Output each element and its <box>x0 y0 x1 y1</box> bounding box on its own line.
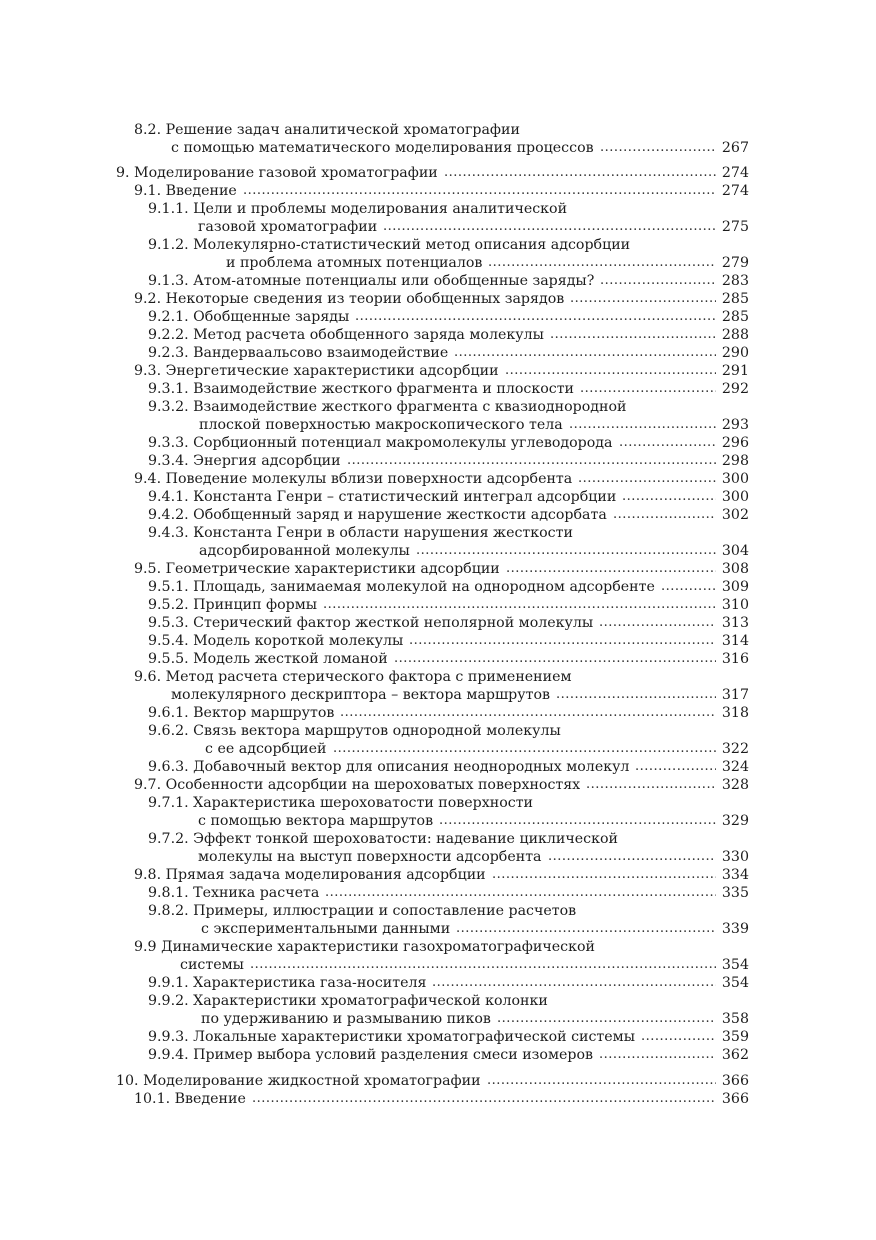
dot-leader <box>383 218 716 236</box>
toc-entry <box>0 560 876 578</box>
toc-entry <box>0 290 876 308</box>
toc-page-number: 329 <box>721 813 749 829</box>
toc-entry-title: по удерживанию и размыванию пиков <box>201 1011 491 1027</box>
toc-entry-title: 9.1. Введение <box>134 183 237 199</box>
toc-entry <box>0 121 876 139</box>
toc-entry-continuation <box>0 1010 876 1028</box>
dot-leader <box>550 326 716 344</box>
toc-page-number: 293 <box>721 417 749 433</box>
dot-leader <box>586 776 716 794</box>
dot-leader <box>600 139 716 157</box>
toc-page-number: 358 <box>721 1011 749 1027</box>
dot-leader <box>355 308 716 326</box>
toc-entry-title: 9.5.4. Модель короткой молекулы <box>148 633 404 649</box>
toc-entry <box>0 830 876 848</box>
toc-page-number: 300 <box>721 471 749 487</box>
toc-entry <box>0 326 876 344</box>
dot-leader <box>505 362 716 380</box>
toc-entry-continuation <box>0 416 876 434</box>
toc-page-number: 304 <box>721 543 749 559</box>
toc-entry <box>0 308 876 326</box>
toc-page-number: 274 <box>721 183 749 199</box>
toc-entry-title: 9.9.1. Характеристика газа-носителя <box>148 975 427 991</box>
toc-entry <box>0 182 876 200</box>
dot-leader <box>456 920 716 938</box>
toc-page-number: 354 <box>721 975 749 991</box>
toc-page-number: 328 <box>721 777 749 793</box>
toc-entry-title: 9.2.1. Обобщенные заряды <box>148 309 350 325</box>
toc-entry <box>0 200 876 218</box>
dot-leader <box>432 974 716 992</box>
toc-entry <box>0 164 876 182</box>
toc-entry <box>0 524 876 542</box>
toc-page-number: 322 <box>721 741 749 757</box>
toc-page-number: 274 <box>721 165 749 181</box>
toc-page-number: 318 <box>721 705 749 721</box>
toc-entry-title: 9.2.3. Вандерваальсово взаимодействие <box>148 345 449 361</box>
toc-entry-title: 9.5.1. Площадь, занимаемая молекулой на однородном адсорбенте <box>148 579 655 595</box>
toc-entry-continuation <box>0 740 876 758</box>
toc-entry <box>0 470 876 488</box>
toc-page-number: 354 <box>721 957 749 973</box>
toc-entry-title: 9.3.4. Энергия адсорбции <box>148 453 341 469</box>
toc-page-number: 335 <box>721 885 749 901</box>
toc-entry-title: плоской поверхностью макроскопического тела <box>199 417 563 433</box>
toc-entry-title: 9.4. Поведение молекулы вблизи поверхности адсорбента <box>134 471 573 487</box>
dot-leader <box>548 848 716 866</box>
toc-entry <box>0 650 876 668</box>
toc-entry <box>0 884 876 902</box>
toc-entry-title: 9.4.3. Константа Генри в области нарушения жесткости <box>148 525 573 541</box>
toc-entry <box>0 992 876 1010</box>
toc-entry <box>0 272 876 290</box>
toc-entry-title: 9.6.3. Добавочный вектор для описания неоднородных молекул <box>148 759 630 775</box>
toc-page-number: 302 <box>721 507 749 523</box>
toc-page-number: 285 <box>721 309 749 325</box>
toc-page-number: 314 <box>721 633 749 649</box>
toc-entry-title: 9.2. Некоторые сведения из теории обобщенных зарядов <box>134 291 565 307</box>
toc-entry-title: 9.8.2. Примеры, иллюстрации и сопоставление расчетов <box>148 903 577 919</box>
dot-leader <box>599 614 716 632</box>
toc-entry <box>0 434 876 452</box>
toc-entry <box>0 794 876 812</box>
toc-page-number: 298 <box>721 453 749 469</box>
toc-entry-title: 9.6.2. Связь вектора маршрутов однородной молекулы <box>148 723 561 739</box>
dot-leader <box>444 164 716 182</box>
toc-page-number: 292 <box>721 381 749 397</box>
toc-entry-title: 9.2.2. Метод расчета обобщенного заряда молекулы <box>148 327 544 343</box>
toc-page-number: 330 <box>721 849 749 865</box>
dot-leader <box>333 740 716 758</box>
toc-entry-title: 9.7. Особенности адсорбции на шероховатых поверхностях <box>134 777 581 793</box>
toc-entry-title: 9.8. Прямая задача моделирования адсорбции <box>134 867 486 883</box>
toc-entry <box>0 596 876 614</box>
toc-page-number: 334 <box>721 867 749 883</box>
toc-entry <box>0 1046 876 1064</box>
toc-entry-continuation <box>0 920 876 938</box>
toc-page-number: 313 <box>721 615 749 631</box>
toc-page-number: 291 <box>721 363 749 379</box>
dot-leader <box>600 272 716 290</box>
toc-entry-title: с помощью вектора маршрутов <box>198 813 434 829</box>
toc-page-number: 296 <box>721 435 749 451</box>
dot-leader <box>569 416 716 434</box>
dot-leader <box>497 1010 716 1028</box>
dot-leader <box>622 488 716 506</box>
toc-entry <box>0 722 876 740</box>
toc-entry <box>0 488 876 506</box>
toc-entry-title: 9.4.1. Константа Генри – статистический интеграл адсорбции <box>148 489 617 505</box>
dot-leader <box>347 452 716 470</box>
dot-leader <box>488 254 716 272</box>
toc-entry-title: 9.5. Геометрические характеристики адсорбции <box>134 561 500 577</box>
toc-page-number: 359 <box>721 1029 749 1045</box>
dot-leader <box>454 344 716 362</box>
toc-entry <box>0 866 876 884</box>
toc-entry <box>0 1072 876 1090</box>
toc-entry <box>0 758 876 776</box>
toc-entry <box>0 614 876 632</box>
toc-entry-title: 9.1.3. Атом-атомные потенциалы или обобщенные заряды? <box>148 273 595 289</box>
toc-entry-title: молекулярного дескриптора – вектора маршрутов <box>171 687 550 703</box>
toc-entry-continuation <box>0 254 876 272</box>
toc-page-number: 339 <box>721 921 749 937</box>
toc-page-number: 316 <box>721 651 749 667</box>
toc-entry-title: 9.3. Энергетические характеристики адсорбции <box>134 363 499 379</box>
toc-entry <box>0 362 876 380</box>
dot-leader <box>506 560 716 578</box>
toc-entry <box>0 704 876 722</box>
dot-leader <box>325 884 716 902</box>
toc-entry-title: 9.7.2. Эффект тонкой шероховатости: надевание циклической <box>148 831 618 847</box>
toc-entry-continuation <box>0 848 876 866</box>
dot-leader <box>409 632 716 650</box>
toc-entry <box>0 1028 876 1046</box>
toc-entry <box>0 668 876 686</box>
toc-entry <box>0 776 876 794</box>
toc-entry-title: 9.9.2. Характеристики хроматографической колонки <box>148 993 548 1009</box>
dot-leader <box>635 758 716 776</box>
toc-entry-title: газовой хроматографии <box>198 219 378 235</box>
dot-leader <box>570 290 716 308</box>
dot-leader <box>599 1046 716 1064</box>
toc-entry-title: 9.9.3. Локальные характеристики хроматографической системы <box>148 1029 636 1045</box>
dot-leader <box>619 434 716 452</box>
toc-page-number: 267 <box>721 140 749 156</box>
toc-entry-title: молекулы на выступ поверхности адсорбента <box>198 849 542 865</box>
dot-leader <box>243 182 716 200</box>
toc-entry-title: 9.5.5. Модель жесткой ломаной <box>148 651 388 667</box>
toc-entry-title: 9.9.4. Пример выбора условий разделения смеси изомеров <box>148 1047 593 1063</box>
toc-page-number: 308 <box>721 561 749 577</box>
toc-page-number: 279 <box>721 255 749 271</box>
toc-entry-title: 9.5.3. Стерический фактор жесткой неполярной молекулы <box>148 615 594 631</box>
toc-entry-title: 9.3.1. Взаимодействие жесткого фрагмента и плоскости <box>148 381 575 397</box>
toc-entry-title: адсорбированной молекулы <box>199 543 410 559</box>
toc-entry <box>0 236 876 254</box>
toc-entry-title: и проблема атомных потенциалов <box>226 255 483 271</box>
toc-page-number: 288 <box>721 327 749 343</box>
toc-page-number: 366 <box>721 1091 749 1107</box>
toc-page-number: 310 <box>721 597 749 613</box>
toc-entry-title: 9.6.1. Вектор маршрутов <box>148 705 335 721</box>
toc-entry-title: 9.3.2. Взаимодействие жесткого фрагмента с квазиоднородной <box>148 399 627 415</box>
toc-entry-continuation <box>0 218 876 236</box>
dot-leader <box>252 1090 716 1108</box>
toc-entry <box>0 1090 876 1108</box>
dot-leader <box>580 380 716 398</box>
dot-leader <box>578 470 716 488</box>
toc-entry-title: 9.5.2. Принцип формы <box>148 597 318 613</box>
toc-page-number: 300 <box>721 489 749 505</box>
dot-leader <box>661 578 716 596</box>
toc-page-number: 290 <box>721 345 749 361</box>
toc-entry <box>0 398 876 416</box>
toc-page-number: 285 <box>721 291 749 307</box>
toc-entry <box>0 974 876 992</box>
toc-entry-continuation <box>0 542 876 560</box>
toc-entry <box>0 452 876 470</box>
toc-entry-title: 9.4.2. Обобщенный заряд и нарушение жесткости адсорбата <box>148 507 607 523</box>
toc-page-number: 275 <box>721 219 749 235</box>
toc-entry-continuation <box>0 686 876 704</box>
toc-entry-title: 10. Моделирование жидкостной хроматографии <box>116 1073 481 1089</box>
dot-leader <box>340 704 716 722</box>
dot-leader <box>323 596 716 614</box>
toc-entry-title: 9.1.2. Молекулярно-статистический метод описания адсорбции <box>148 237 631 253</box>
toc-entry-title: 9.6. Метод расчета стерического фактора с применением <box>134 669 572 685</box>
dot-leader <box>439 812 716 830</box>
toc-entry-title: 9.3.3. Сорбционный потенциал макромолекулы углеводорода <box>148 435 613 451</box>
toc-entry-title: 9.1.1. Цели и проблемы моделирования аналитической <box>148 201 568 217</box>
toc-entry <box>0 506 876 524</box>
toc-entry-title: 8.2. Решение задач аналитической хроматографии <box>134 122 520 138</box>
toc-entry-title: с экспериментальными данными <box>201 921 451 937</box>
toc-entry-title: 9.9 Динамические характеристики газохроматографической <box>134 939 595 955</box>
dot-leader <box>641 1028 716 1046</box>
toc-page-number: 283 <box>721 273 749 289</box>
toc-entry-title: 9. Моделирование газовой хроматографии <box>116 165 438 181</box>
dot-leader <box>487 1072 716 1090</box>
toc-page-number: 309 <box>721 579 749 595</box>
toc-entry-continuation <box>0 812 876 830</box>
toc-page-number: 317 <box>721 687 749 703</box>
toc-page-number: 362 <box>721 1047 749 1063</box>
dot-leader <box>416 542 716 560</box>
toc-entry <box>0 578 876 596</box>
toc-entry-title: 9.7.1. Характеристика шероховатости поверхности <box>148 795 534 811</box>
toc-entry-title: системы <box>180 957 244 973</box>
toc-entry <box>0 902 876 920</box>
toc-entry-continuation <box>0 956 876 974</box>
toc-entry-title: 9.8.1. Техника расчета <box>148 885 320 901</box>
toc-page-number: 324 <box>721 759 749 775</box>
toc-entry <box>0 938 876 956</box>
toc-entry <box>0 632 876 650</box>
dot-leader <box>556 686 716 704</box>
dot-leader <box>250 956 716 974</box>
dot-leader <box>613 506 716 524</box>
toc-entry-title: с помощью математического моделирования процессов <box>171 140 594 156</box>
toc-entry-title: 10.1. Введение <box>134 1091 246 1107</box>
dot-leader <box>394 650 716 668</box>
toc-entry-title: с ее адсорбцией <box>205 741 327 757</box>
toc-entry <box>0 344 876 362</box>
dot-leader <box>492 866 716 884</box>
toc-page-number: 366 <box>721 1073 749 1089</box>
toc-entry <box>0 380 876 398</box>
toc-entry-continuation <box>0 139 876 157</box>
